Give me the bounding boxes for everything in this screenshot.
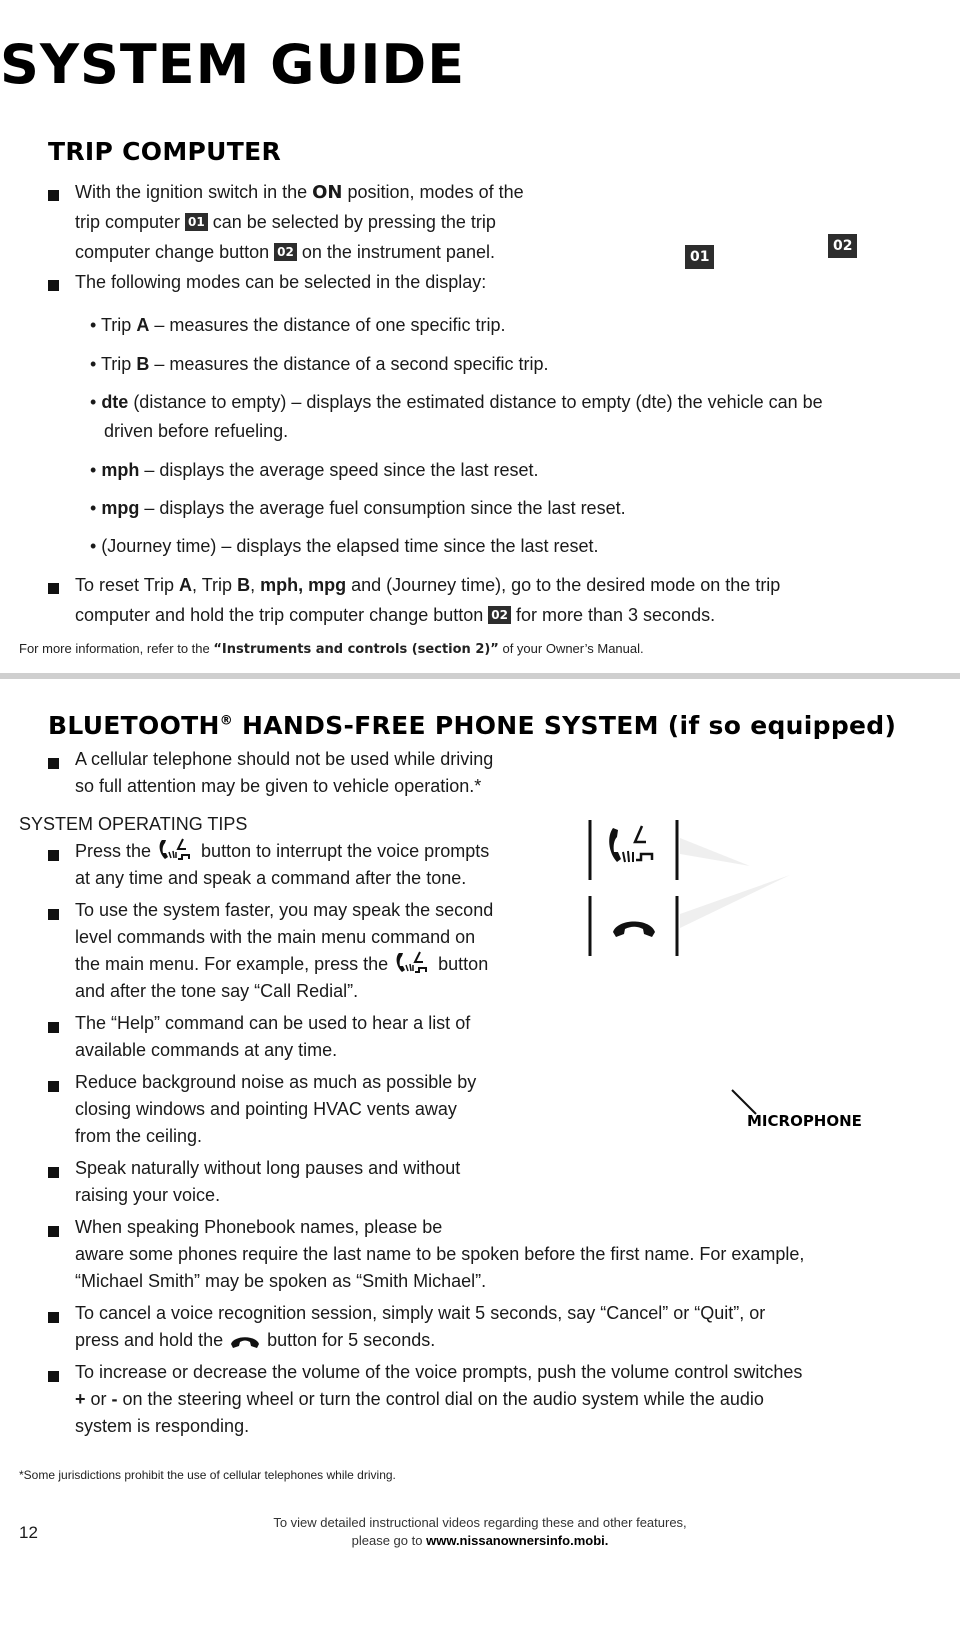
trip-bullet-3-line-2: computer and hold the trip computer change button 02 for more than 3 seconds. xyxy=(75,605,716,625)
badge-02: 02 xyxy=(274,243,297,261)
trip-bullet-3-line-1: To reset Trip A, Trip B, mph, mpg and (Journey time), go to the desired mode on the trip xyxy=(75,575,781,595)
bullet-square xyxy=(48,850,59,861)
footer-note: To view detailed instructional videos regarding these and other features, please go to www.nissanownersinfo.mobi. xyxy=(273,1515,687,1548)
talk-button-illustration xyxy=(590,820,677,880)
tip-4-line-3: from the ceiling. xyxy=(75,1126,203,1146)
bullet-square xyxy=(48,1226,59,1237)
steering-switch-illustration xyxy=(580,810,800,970)
badge-02: 02 xyxy=(488,606,511,624)
trip-reference-note: For more information, refer to the “Instruments and controls (section 2)” of your Owner’s Manual. xyxy=(19,641,644,657)
page-title: SYSTEM GUIDE xyxy=(0,33,466,96)
bt-warning-line-1: A cellular telephone should not be used while driving xyxy=(75,749,494,769)
bullet-square xyxy=(48,909,59,920)
tip-5-line-2: raising your voice. xyxy=(75,1185,221,1205)
trip-bullet-1-line-2: trip computer 01 can be selected by pressing the trip xyxy=(75,212,496,232)
tips-heading: SYSTEM OPERATING TIPS xyxy=(19,814,248,834)
tip-6-line-3: “Michael Smith” may be spoken as “Smith Michael”. xyxy=(75,1271,487,1291)
tip-7-line-2: press and hold the button for 5 seconds. xyxy=(75,1326,435,1361)
hang-up-button-illustration xyxy=(590,896,677,956)
badge-01: 01 xyxy=(185,213,208,231)
mode-dte: • dte (distance to empty) – displays the estimated distance to empty (dte) the vehicle can be xyxy=(90,392,823,412)
bt-warning-line-2: so full attention may be given to vehicle operation.* xyxy=(75,776,482,796)
bullet-square xyxy=(48,1022,59,1033)
bullet-square xyxy=(48,190,59,201)
tip-7-line-1: To cancel a voice recognition session, simply wait 5 seconds, say “Cancel” or “Quit”, or xyxy=(75,1303,766,1323)
image-badge-02: 02 xyxy=(828,234,857,258)
mode-mpg: • mpg – displays the average fuel consumption since the last reset. xyxy=(90,498,626,518)
talk-phone-icon xyxy=(393,950,433,985)
tip-2-line-3: the main menu. For example, press the button xyxy=(75,950,488,985)
tip-4-line-1: Reduce background noise as much as possible by xyxy=(75,1072,477,1092)
mode-dte-line-2: driven before refueling. xyxy=(104,421,289,441)
section-divider xyxy=(0,673,960,679)
footnote: *Some jurisdictions prohibit the use of cellular telephones while driving. xyxy=(19,1468,396,1482)
bullet-square xyxy=(48,1167,59,1178)
page-number: 12 xyxy=(19,1523,38,1542)
hang-up-icon xyxy=(228,1330,262,1361)
tip-4-line-2: closing windows and pointing HVAC vents away xyxy=(75,1099,457,1119)
bullet-square xyxy=(48,1371,59,1382)
tip-2-line-4: and after the tone say “Call Redial”. xyxy=(75,981,359,1001)
tip-5-line-1: Speak naturally without long pauses and without xyxy=(75,1158,461,1178)
tip-3-line-2: available commands at any time. xyxy=(75,1040,338,1060)
tip-8-line-1: To increase or decrease the volume of the voice prompts, push the volume control switches xyxy=(75,1362,803,1382)
tip-8-line-3: system is responding. xyxy=(75,1416,250,1436)
tip-2-line-1: To use the system faster, you may speak the second xyxy=(75,900,494,920)
tip-3-line-1: The “Help” command can be used to hear a list of xyxy=(75,1013,471,1033)
section-heading-bluetooth: BLUETOOTH® HANDS-FREE PHONE SYSTEM (if so equipped) xyxy=(48,711,897,740)
trip-bullet-1-line-3: computer change button 02 on the instrument panel. xyxy=(75,242,495,262)
tip-6-line-1: When speaking Phonebook names, please be xyxy=(75,1217,443,1237)
microphone-label: MICROPHONE xyxy=(747,1112,862,1130)
bullet-square xyxy=(48,1312,59,1323)
image-badge-01: 01 xyxy=(685,245,714,269)
tip-8-line-2: + or - on the steering wheel or turn the control dial on the audio system while the audio xyxy=(75,1389,764,1409)
trip-bullet-1-line-1: With the ignition switch in the ON position, modes of the xyxy=(75,182,524,203)
tip-6-line-2: aware some phones require the last name to be spoken before the first name. For example, xyxy=(75,1244,805,1264)
owners-info-link[interactable]: www.nissanownersinfo.mobi. xyxy=(426,1533,609,1548)
mode-mph: • mph – displays the average speed since the last reset. xyxy=(90,460,539,480)
tip-1-line-1: Press the button to interrupt the voice prompts xyxy=(75,837,489,872)
bullet-square xyxy=(48,280,59,291)
trip-bullet-2: The following modes can be selected in the display: xyxy=(75,272,487,292)
mode-trip-b: • Trip B – measures the distance of a second specific trip. xyxy=(90,354,549,374)
tip-2-line-2: level commands with the main menu command on xyxy=(75,927,476,947)
tip-1-line-2: at any time and speak a command after the tone. xyxy=(75,868,467,888)
bullet-square xyxy=(48,758,59,769)
bullet-square xyxy=(48,583,59,594)
bullet-square xyxy=(48,1081,59,1092)
mode-journey-time: • (Journey time) – displays the elapsed time since the last reset. xyxy=(90,536,599,556)
mode-trip-a: • Trip A – measures the distance of one specific trip. xyxy=(90,315,506,335)
section-heading-trip-computer: TRIP COMPUTER xyxy=(48,137,282,166)
